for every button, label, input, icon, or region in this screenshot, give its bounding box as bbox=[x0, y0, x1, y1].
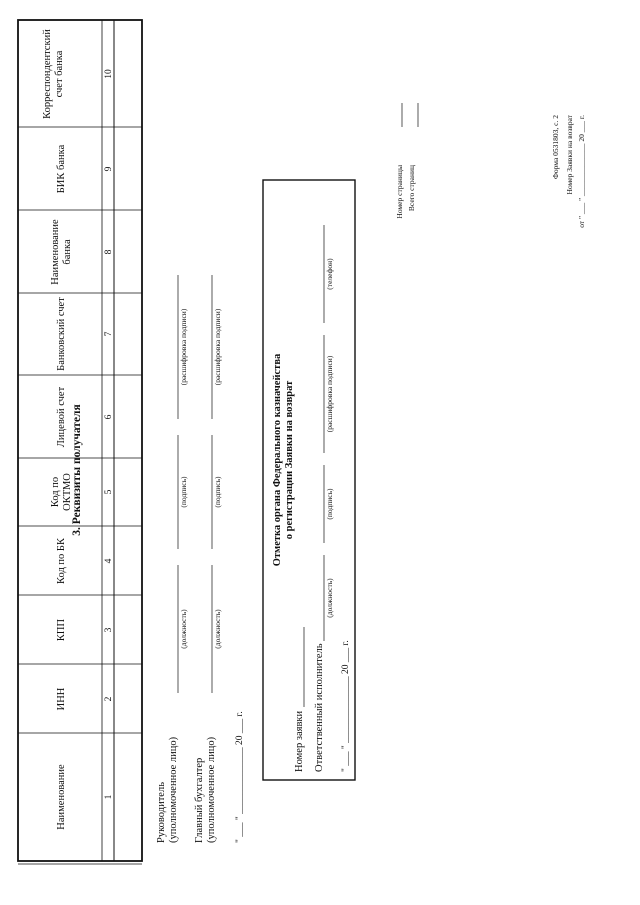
column-number: 8 bbox=[104, 249, 114, 255]
chief-accountant-label-sub: (уполномоченное лицо) bbox=[206, 736, 217, 843]
caption-decoding: (расшифровка подписи) bbox=[179, 308, 188, 386]
registration-date-line: " ___ " ______________ 20 ___ г. bbox=[341, 640, 351, 772]
form-number: Форма 0531803, с. 2 bbox=[551, 115, 560, 180]
column-header-bank-account: Банковский счет bbox=[56, 297, 67, 371]
treasury-mark-subtitle: о регистрации Заявки на возврат bbox=[284, 380, 295, 540]
caption-signature: (подпись) bbox=[213, 476, 222, 508]
application-number-label: Номер Заявки на возврат bbox=[565, 115, 574, 195]
page-number-label: Номер страницы bbox=[395, 165, 404, 219]
column-number: 10 bbox=[104, 69, 114, 79]
section-3-title: 3. Реквизиты получателя bbox=[71, 404, 83, 536]
column-header-name: Наименование bbox=[56, 764, 67, 830]
column-number: 3 bbox=[104, 627, 114, 633]
treasury-mark-title: Отметка органа Федерального казначейства bbox=[272, 353, 283, 567]
column-header-bk-code: Код по БК bbox=[56, 538, 67, 584]
column-header-personal-account: Лицевой счет bbox=[56, 386, 67, 448]
column-header-bank-bik: БИК банка bbox=[56, 144, 67, 194]
application-date-line: от " ___ " ______________ 20 ___ г. bbox=[577, 115, 586, 228]
column-number: 2 bbox=[104, 696, 114, 702]
head-label: Руководитель bbox=[156, 782, 167, 843]
column-number: 6 bbox=[104, 414, 114, 420]
caption-decoding: (расшифровка подписи) bbox=[325, 355, 334, 433]
registration-number-label: Номер заявки bbox=[294, 710, 305, 772]
caption-decoding: (расшифровка подписи) bbox=[213, 308, 222, 386]
column-number: 4 bbox=[104, 558, 114, 564]
chief-accountant-label: Главный бухгалтер bbox=[194, 757, 205, 843]
column-header-inn: ИНН bbox=[56, 687, 67, 711]
signatures-block bbox=[156, 275, 245, 843]
executor-label: Ответственный исполнитель bbox=[314, 643, 325, 772]
recipient-data-row[interactable] bbox=[114, 20, 142, 861]
caption-phone: (телефон) bbox=[325, 258, 334, 290]
column-header-bank-name: Наименованиебанка bbox=[50, 219, 73, 285]
column-header-corr-account: Корреспондентскийсчет банка bbox=[42, 29, 65, 119]
total-pages-label: Всего страниц bbox=[407, 165, 416, 212]
column-number: 9 bbox=[104, 166, 114, 172]
page-counter bbox=[395, 103, 418, 219]
caption-position: (должность) bbox=[213, 609, 222, 649]
caption-signature: (подпись) bbox=[179, 476, 188, 508]
form-header bbox=[551, 114, 586, 228]
column-header-kpp: КПП bbox=[56, 618, 67, 642]
column-number: 7 bbox=[104, 331, 114, 337]
treasury-mark-box bbox=[263, 180, 355, 780]
column-header-oktmo-code: Код поОКТМО bbox=[50, 473, 73, 511]
column-number: 1 bbox=[104, 794, 114, 800]
head-label-sub: (уполномоченное лицо) bbox=[168, 736, 179, 843]
column-number: 5 bbox=[104, 489, 114, 495]
signature-date-line: " ___ " ______________ 20 ___ г. bbox=[235, 711, 245, 843]
caption-signature: (подпись) bbox=[325, 488, 334, 520]
caption-position: (должность) bbox=[325, 578, 334, 618]
caption-position: (должность) bbox=[179, 609, 188, 649]
